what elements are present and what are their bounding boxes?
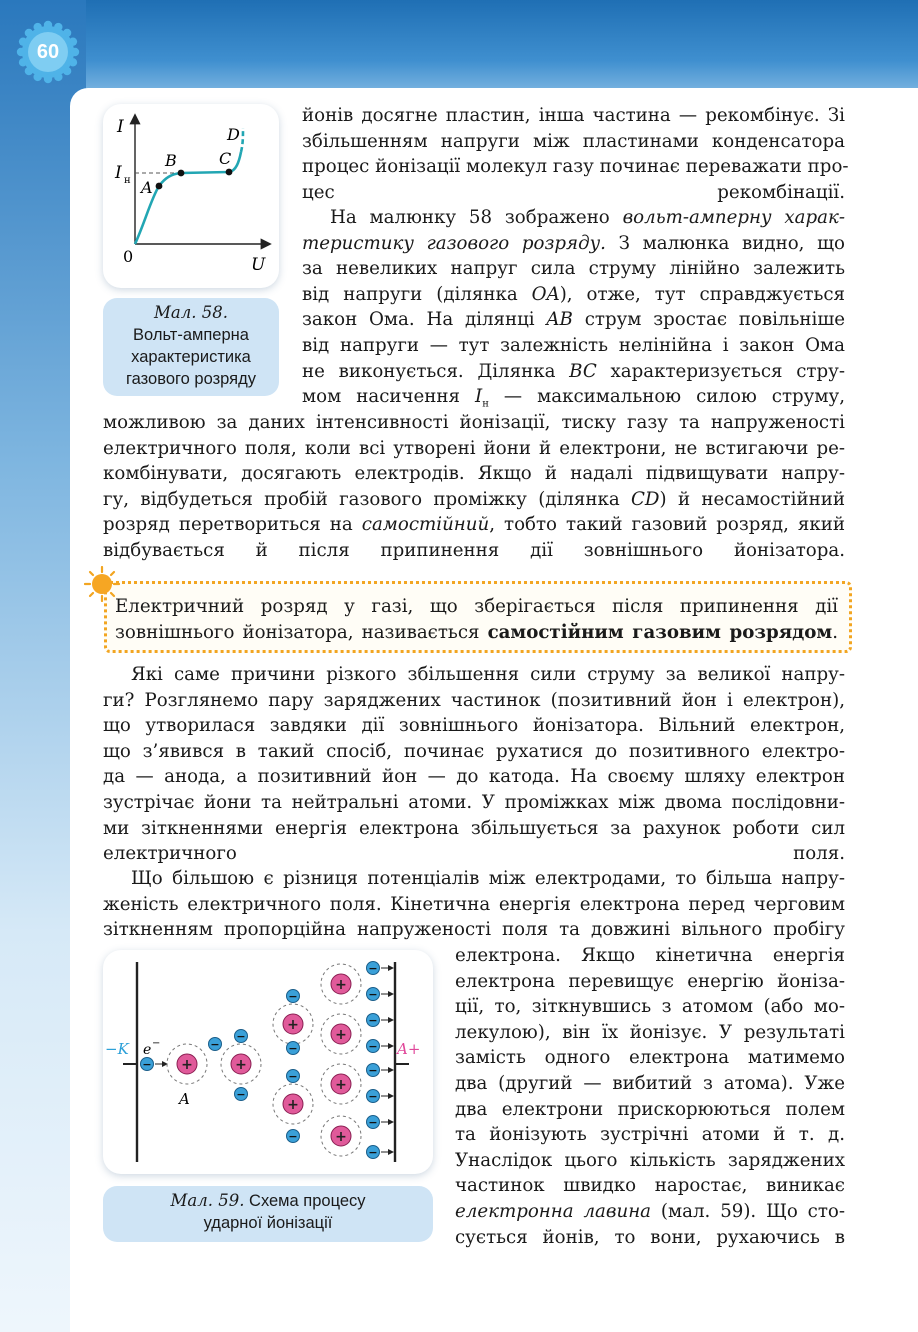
plus-sign: + (287, 1097, 299, 1113)
figure-58-label-origin: 0 (123, 247, 134, 266)
figure-58-label-d: D (227, 125, 240, 144)
definition-text (115, 594, 838, 645)
figure-58-caption-line: газового розряду (126, 370, 256, 388)
electron-label-sup: − (152, 1038, 161, 1049)
plus-sign: + (335, 977, 347, 993)
figure-58-label-u: U (251, 255, 266, 275)
text-line: електричного поля. (103, 843, 845, 865)
figure-58-point-a (156, 183, 163, 190)
text-line: мом насичення $I_н$ — максимальною силою струму, (302, 386, 845, 410)
point-a-label: A (179, 1090, 190, 1108)
anode-label: A+ (397, 1040, 421, 1058)
electron-label: e (143, 1042, 152, 1058)
paragraph-1 (302, 103, 849, 205)
figure-58-label-a: A (141, 178, 153, 197)
minus-sign: − (368, 962, 378, 975)
text-line: закон Ома. На ділянці AB струм зростає повільніше (302, 309, 846, 331)
text-line: відбувається й після припинення дії зовнішнього йонізатора. (103, 539, 845, 561)
minus-sign: − (368, 1116, 378, 1129)
figure-59-caption-label: Мал. 59. (170, 1191, 245, 1210)
text-line: збільшенням напруги між пластинами конденсатора (302, 130, 845, 152)
text-line: сується йонів, то вони, рухаючись в (455, 1226, 845, 1248)
text-line: гу, відбудеться пробій газового проміжку (ділянка CD) й несамостійний (103, 488, 845, 510)
text-line: електрона. Якщо кінетична енергія (455, 945, 845, 966)
text-line: йонів досягне пластин, інша частина — рекомбінує. Зі (302, 105, 845, 126)
text-line: процес йонізації молекул газу починає переважати про- (302, 156, 849, 178)
plus-sign: + (335, 1027, 347, 1043)
text-line: зустрічає йони та нейтральні атоми. У проміжках між двома послідовни- (103, 791, 845, 813)
minus-sign: − (368, 1014, 378, 1027)
minus-sign: − (368, 988, 378, 1001)
figure-59-caption-line: ударної йонізації (203, 1214, 333, 1232)
text-line: розряд перетвориться на самостійний, тобто такий газовий розряд, який (103, 514, 845, 536)
figure-58-label-i: I (117, 117, 124, 137)
minus-sign: − (236, 1088, 246, 1101)
figure-58-point-c (226, 169, 233, 176)
text-line: замість одного електрона матимемо (455, 1047, 845, 1069)
paragraph-3 (103, 410, 845, 564)
text-line: Унаслідок цього кількість заряджених (455, 1149, 845, 1171)
paragraph-4 (103, 662, 845, 867)
plus-sign: + (287, 1017, 299, 1033)
figure-58-label-isat-sub: н (124, 175, 131, 186)
text-line: частинок швидко наростає, виникає (455, 1175, 845, 1197)
figure-58-label-b: B (165, 151, 177, 170)
minus-sign: − (142, 1058, 152, 1071)
text-line: від напруги (ділянка OA), отже, тут справджується (302, 283, 846, 305)
paragraph-6 (455, 943, 845, 1250)
text-line: за невеликих напруг сила струму лінійно залежить (302, 258, 845, 280)
figure-58-caption (103, 298, 279, 396)
text-line: та йонізують зустрічні атоми й т. д. (455, 1124, 845, 1146)
text-line: ції, то, зіткнувшись з атомом (або мо- (455, 996, 845, 1018)
plus-sign: + (335, 1129, 347, 1145)
plus-sign: + (335, 1077, 347, 1093)
plus-sign: + (235, 1057, 247, 1073)
figure-58-caption-line: характеристика (131, 348, 251, 366)
text-line: два (другий — вибитий з атома). Уже (455, 1072, 845, 1094)
minus-sign: − (288, 1070, 298, 1083)
text-line: Які саме причини різкого збільшення сили струму за великої напру- (131, 664, 845, 685)
text-line: На малюнку 58 зображено вольт-амперну харак- (330, 207, 845, 228)
text-line: два електрони прискорюються полем (455, 1098, 845, 1120)
minus-sign: − (368, 1090, 378, 1103)
cathode-label: −K (105, 1040, 129, 1058)
text-line: комбінувати, досягають електродів. Якщо й надалі підвищувати напру- (103, 463, 845, 485)
figure-58-caption-line: Вольт-амперна (133, 326, 249, 344)
minus-sign: − (288, 1042, 298, 1055)
minus-sign: − (368, 1064, 378, 1077)
text-line: електричного поля, коли всі утворені йони й електрони, не встигаючи ре- (103, 437, 845, 459)
minus-sign: − (288, 990, 298, 1003)
text-line: да — анода, а позитивний йон — до катода. На своєму шляху електрон (103, 766, 845, 788)
figure-59-caption-rest: Схема процесу (244, 1192, 366, 1210)
figure-58-caption-label: Мал. 58. (154, 303, 228, 322)
definition-line-start: зовнішнього йонізатора, називається (115, 621, 488, 643)
definition-line-end: . (832, 621, 838, 643)
figure-58-point-b (178, 170, 185, 177)
minus-sign: − (210, 1038, 220, 1051)
definition-line (115, 620, 838, 646)
text-line: електрона перевищує енергію йоніза- (455, 970, 845, 992)
minus-sign: − (288, 1130, 298, 1143)
text-line: лекулою), він їх йонізує. У результаті (455, 1021, 845, 1043)
text-line: що з’явився в такий спосіб, починає рухатися до позитивного електро- (103, 740, 845, 762)
page-number: 60 (36, 41, 60, 63)
figure-59-caption (103, 1186, 433, 1242)
text-line: електронна лавина (мал. 59). Що сто- (455, 1200, 845, 1222)
figure-58-label-isat: I (115, 163, 122, 183)
text-line: женість електричного поля. Кінетична енергія електрона перед черговим (103, 893, 845, 915)
text-line: ми зіткненнями енергія електрона збільшується за рахунок роботи сил (103, 817, 845, 839)
figure-59-diagram (103, 950, 433, 1174)
figure-58-label-c: C (219, 149, 232, 168)
minus-sign: − (236, 1030, 246, 1043)
text-line: зіткненням пропорційна напруженості поля та довжині вільного пробігу (103, 919, 845, 941)
text-line: не виконується. Ділянка BC характеризується стру- (302, 360, 845, 382)
figure-58-curve-dashed (241, 128, 243, 152)
definition-line: Електричний розряд у газі, що зберігається після припинення дії (115, 596, 838, 617)
text-line: що утворилася завдяки дії зовнішнього йонізатора. Вільний електрон, (103, 715, 845, 737)
text-line: від напруги — тут залежність нелінійна і закон Ома (302, 334, 845, 356)
text-line: теристику газового розряду. З малюнка видно, що (302, 232, 845, 254)
text-line: Що більшою є різниця потенціалів між електродами, то більша напру- (131, 868, 845, 889)
text-line: можливою за даних інтенсивності йонізації, тиску газу та напруженості (103, 412, 845, 433)
minus-sign: − (368, 1040, 378, 1053)
text-line: цес рекомбінації. (302, 181, 845, 203)
paragraph-5 (103, 866, 845, 943)
text-line: ги? Розглянемо пару заряджених частинок (позитивний йон і електрон), (103, 689, 845, 711)
figure-58-graph (103, 104, 279, 288)
plus-sign: + (181, 1057, 193, 1073)
figure-59-caption-line (103, 1190, 433, 1212)
minus-sign: − (368, 1146, 378, 1159)
paragraph-2 (302, 205, 845, 410)
definition-term: самостійним газовим розрядом (487, 621, 833, 643)
